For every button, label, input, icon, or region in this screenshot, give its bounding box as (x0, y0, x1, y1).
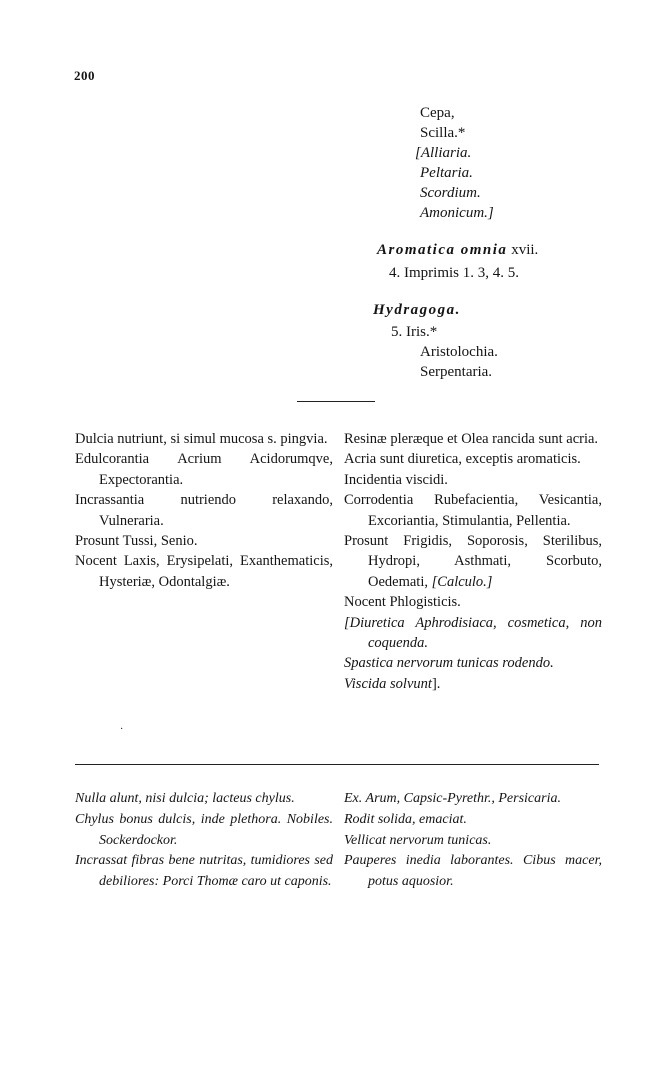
column-entry: Ex. Arum, Capsic-Pyrethr., Persicaria. (344, 791, 561, 806)
column-entry: Pauperes inedia laborantes. Cibus macer, potus aquosior. (344, 853, 602, 890)
aromatica-suffix: xvii. (511, 242, 539, 258)
column-entry: [Diuretica Aphrodisiaca, cosmetica, non coquenda. (344, 614, 602, 652)
divider (297, 401, 375, 402)
prosunt-text: Prosunt Frigidis, Soporosis, Sterilibus, Hydropi, Asthmati, Scorbuto, Oedemati, (344, 533, 602, 590)
aromatica-section (377, 240, 538, 283)
bracket-list-item: Scordium. (420, 185, 481, 201)
column-entry: Incrassantia nutriendo relaxando, Vulneraria. (75, 492, 333, 529)
column-entry (344, 531, 602, 592)
list-item: Scilla.* (420, 125, 466, 141)
stray-mark: · (120, 724, 124, 735)
column-entry: Vellicat nervorum tunicas. (344, 832, 492, 848)
viscida-tail: ]. (431, 675, 441, 692)
column-entry: Spastica nervorum tunicas rodendo. (344, 655, 554, 672)
hydragoga-item: 5. Iris.* (391, 324, 438, 340)
divider (75, 764, 599, 765)
bracket-list-item: Peltaria. (420, 165, 473, 181)
list-item: Cepa, (420, 105, 455, 121)
hydragoga-heading: Hydragoga. (373, 302, 461, 318)
column-entry: Edulcorantia Acrium Acidorumqve, Expectorantia. (75, 451, 333, 488)
left-column (75, 429, 333, 592)
bracket-list-item: [Alliaria. (415, 145, 472, 161)
column-entry: Incidentia viscidi. (344, 471, 448, 488)
plant-list (415, 103, 494, 223)
column-entry: Corrodentia Rubefacientia, Vesicantia, Excoriantia, Stimulantia, Pellentia. (344, 492, 602, 529)
hydragoga-item: Serpentaria. (420, 364, 493, 380)
column-entry: Chylus bonus dulcis, inde plethora. Nobiles. Sockerdockor. (75, 811, 333, 848)
aromatica-heading: Aromatica omnia (377, 242, 508, 258)
bottom-right-column (344, 789, 602, 893)
page-number: 200 (74, 68, 95, 83)
column-entry: Rodit solida, emaciat. (344, 811, 467, 827)
column-entry: Acria sunt diuretica, exceptis aromaticis. (344, 451, 581, 468)
column-entry (344, 674, 602, 694)
viscida-text: Viscida solvunt (344, 675, 432, 692)
column-entry: Resinæ pleræque et Olea rancida sunt acria. (344, 431, 599, 447)
calculo-text: [Calculo.] (431, 573, 493, 590)
column-entry: Nocent Phlogisticis. (344, 594, 461, 611)
hydragoga-section (373, 300, 498, 382)
aromatica-line: 4. Imprimis 1. 3, 4. 5. (389, 265, 519, 281)
hydragoga-item: Aristolochia. (420, 344, 498, 360)
bracket-list-item: Amonicum.] (420, 205, 494, 221)
column-entry: Incrassat fibras bene nutritas, tumidiores sed debiliores: Porci Thomæ caro ut caponis. (75, 853, 333, 890)
column-entry: Nulla alunt, nisi dulcia; lacteus chylus. (75, 791, 295, 806)
right-column (344, 429, 602, 694)
bottom-left-column (75, 789, 333, 893)
column-entry: Prosunt Tussi, Senio. (75, 533, 198, 550)
column-entry: Dulcia nutriunt, si simul mucosa s. pingvia. (75, 431, 328, 447)
column-entry: Nocent Laxis, Erysipelati, Exanthematicis, Hysteriæ, Odontalgiæ. (75, 553, 333, 590)
